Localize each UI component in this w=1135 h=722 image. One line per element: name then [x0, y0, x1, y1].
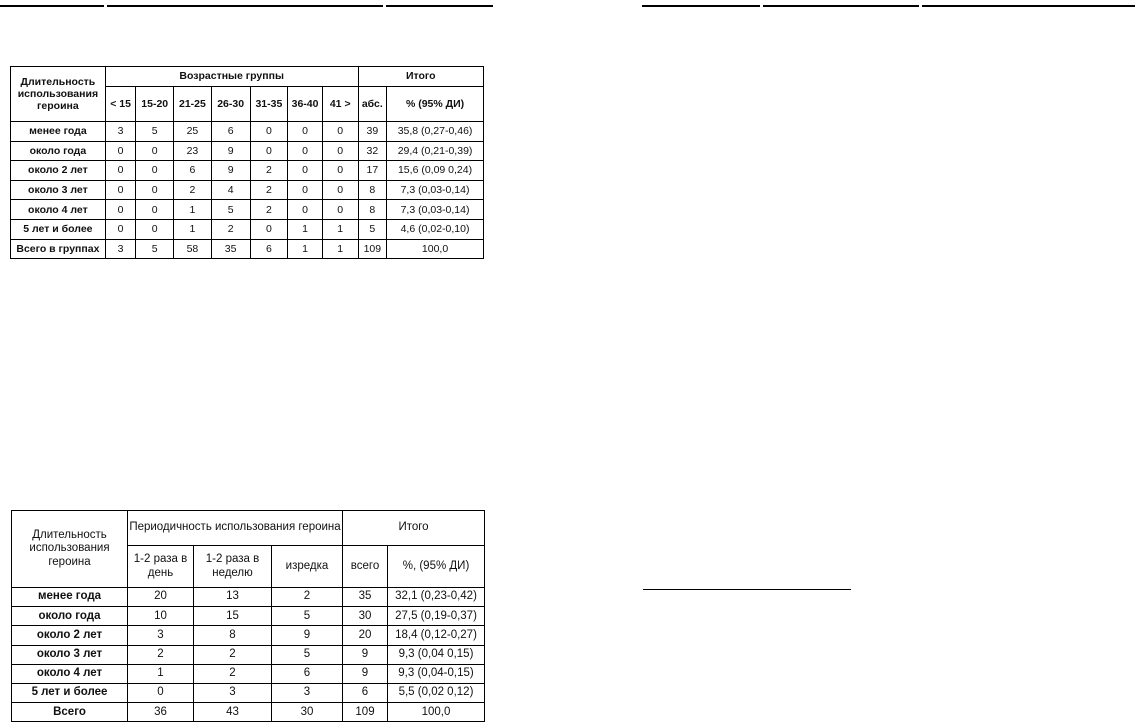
- cell: 32,1 (0,23-0,42): [388, 588, 485, 607]
- cell: 1: [128, 664, 194, 683]
- cell: 9: [211, 141, 250, 161]
- cell: 0: [288, 141, 323, 161]
- cell: 0: [128, 683, 194, 702]
- cell: 3: [194, 683, 272, 702]
- cell: 0: [105, 219, 136, 239]
- left-header-rule-2: [107, 5, 383, 7]
- cell: 9: [343, 645, 388, 664]
- cell: 6: [272, 664, 343, 683]
- age-group-header: 36-40: [288, 87, 323, 122]
- cell: 6: [211, 122, 250, 142]
- cell: 13: [194, 588, 272, 607]
- table-row: [12, 626, 485, 645]
- cell: 18,4 (0,12-0,27): [388, 626, 485, 645]
- table-row: [12, 683, 485, 702]
- cell: 0: [322, 161, 358, 181]
- cell: 9: [211, 161, 250, 181]
- row-label: Всего в группах: [11, 239, 106, 259]
- cell: 2: [128, 645, 194, 664]
- cell: 7,3 (0,03-0,14): [387, 200, 484, 220]
- cell: 35,8 (0,27-0,46): [387, 122, 484, 142]
- cell: 2: [194, 645, 272, 664]
- cell: 0: [288, 200, 323, 220]
- cell: 2: [250, 180, 288, 200]
- cell: 1: [174, 219, 212, 239]
- cell: 32: [358, 141, 387, 161]
- right-header-rule-3: [922, 5, 1135, 7]
- total-count-header: всего: [343, 546, 388, 588]
- cell: 0: [322, 141, 358, 161]
- cell: 2: [250, 161, 288, 181]
- table-row: [12, 703, 485, 722]
- cell: 3: [128, 626, 194, 645]
- table-row: [11, 219, 484, 239]
- cell: 5: [136, 239, 174, 259]
- duration-header: Длительность использования героина: [12, 511, 128, 588]
- row-label: Всего: [12, 703, 128, 722]
- cell: 10: [128, 607, 194, 626]
- duration-header: Длительность использования героина: [11, 67, 106, 122]
- cell: 2: [211, 219, 250, 239]
- age-group-header: 21-25: [174, 87, 212, 122]
- cell: 0: [136, 161, 174, 181]
- cell: 35: [211, 239, 250, 259]
- cell: 8: [358, 200, 387, 220]
- age-group-header: 26-30: [211, 87, 250, 122]
- row-label: 5 лет и более: [11, 219, 106, 239]
- row-label: около года: [12, 607, 128, 626]
- cell: 3: [272, 683, 343, 702]
- cell: 9: [272, 626, 343, 645]
- cell: 9,3 (0,04 0,15): [388, 645, 485, 664]
- cell: 6: [343, 683, 388, 702]
- cell: 5: [136, 122, 174, 142]
- cell: 0: [288, 161, 323, 181]
- cell: 27,5 (0,19-0,37): [388, 607, 485, 626]
- total-header: Итого: [343, 511, 485, 546]
- age-group-table: [10, 66, 484, 259]
- table-row: [12, 607, 485, 626]
- row-label: около 3 лет: [11, 180, 106, 200]
- frequency-header: Периодичность использования героина: [128, 511, 343, 546]
- cell: 5: [272, 645, 343, 664]
- table-row: [11, 122, 484, 142]
- cell: 1: [288, 219, 323, 239]
- cell: 7,3 (0,03-0,14): [387, 180, 484, 200]
- table-row: [12, 588, 485, 607]
- cell: 0: [136, 219, 174, 239]
- cell: 0: [105, 161, 136, 181]
- age-group-header: 41 >: [322, 87, 358, 122]
- cell: 0: [136, 180, 174, 200]
- cell: 0: [322, 200, 358, 220]
- cell: 0: [322, 180, 358, 200]
- cell: 6: [174, 161, 212, 181]
- total-header: Итого: [358, 67, 483, 87]
- cell: 4: [211, 180, 250, 200]
- freq-weekly-header: 1-2 раза в неделю: [194, 546, 272, 588]
- cell: 0: [250, 141, 288, 161]
- cell: 20: [128, 588, 194, 607]
- cell: 58: [174, 239, 212, 259]
- cell: 0: [136, 200, 174, 220]
- left-header-rule-1: [0, 5, 104, 7]
- cell: 0: [105, 200, 136, 220]
- cell: 100,0: [388, 703, 485, 722]
- row-label: около 4 лет: [11, 200, 106, 220]
- cell: 23: [174, 141, 212, 161]
- cell: 109: [343, 703, 388, 722]
- cell: 3: [105, 122, 136, 142]
- age-group-header: 31-35: [250, 87, 288, 122]
- table-row: [11, 239, 484, 259]
- age-group-header: 15-20: [136, 87, 174, 122]
- cell: 1: [174, 200, 212, 220]
- cell: 15: [194, 607, 272, 626]
- cell: 0: [250, 219, 288, 239]
- table-row: [12, 645, 485, 664]
- left-header-rule-3: [386, 5, 493, 7]
- cell: 0: [322, 122, 358, 142]
- row-label: около года: [11, 141, 106, 161]
- cell: 30: [272, 703, 343, 722]
- cell: 17: [358, 161, 387, 181]
- cell: 0: [105, 141, 136, 161]
- cell: 8: [358, 180, 387, 200]
- freq-daily-header: 1-2 раза в день: [128, 546, 194, 588]
- freq-rarely-header: изредка: [272, 546, 343, 588]
- cell: 5: [211, 200, 250, 220]
- row-label: менее года: [11, 122, 106, 142]
- abs-count-header: абс.: [358, 87, 387, 122]
- row-label: менее года: [12, 588, 128, 607]
- cell: 15,6 (0,09 0,24): [387, 161, 484, 181]
- cell: 0: [105, 180, 136, 200]
- cell: 0: [250, 122, 288, 142]
- cell: 20: [343, 626, 388, 645]
- cell: 2: [272, 588, 343, 607]
- table-row: [12, 664, 485, 683]
- age-groups-header: Возрастные группы: [105, 67, 358, 87]
- cell: 2: [194, 664, 272, 683]
- row-label: около 4 лет: [12, 664, 128, 683]
- cell: 2: [250, 200, 288, 220]
- percent-ci-header: % (95% ДИ): [387, 87, 484, 122]
- age-group-header: < 15: [105, 87, 136, 122]
- footnote-rule: [643, 589, 851, 590]
- table-row: [11, 141, 484, 161]
- right-header-rule-2: [763, 5, 919, 7]
- table-row: [11, 180, 484, 200]
- cell: 25: [174, 122, 212, 142]
- table-row: [11, 200, 484, 220]
- cell: 0: [288, 122, 323, 142]
- cell: 3: [105, 239, 136, 259]
- cell: 9,3 (0,04-0,15): [388, 664, 485, 683]
- cell: 109: [358, 239, 387, 259]
- cell: 8: [194, 626, 272, 645]
- cell: 0: [288, 180, 323, 200]
- right-header-rule-1: [642, 5, 760, 7]
- cell: 5: [272, 607, 343, 626]
- cell: 0: [136, 141, 174, 161]
- cell: 6: [250, 239, 288, 259]
- cell: 36: [128, 703, 194, 722]
- cell: 1: [322, 219, 358, 239]
- cell: 39: [358, 122, 387, 142]
- row-label: 5 лет и более: [12, 683, 128, 702]
- cell: 29,4 (0,21-0,39): [387, 141, 484, 161]
- frequency-table: [11, 510, 485, 722]
- percent-ci-header: %, (95% ДИ): [388, 546, 485, 588]
- cell: 100,0: [387, 239, 484, 259]
- cell: 5,5 (0,02 0,12): [388, 683, 485, 702]
- row-label: около 2 лет: [12, 626, 128, 645]
- cell: 30: [343, 607, 388, 626]
- cell: 35: [343, 588, 388, 607]
- cell: 43: [194, 703, 272, 722]
- cell: 2: [174, 180, 212, 200]
- cell: 5: [358, 219, 387, 239]
- table-row: [11, 161, 484, 181]
- row-label: около 2 лет: [11, 161, 106, 181]
- row-label: около 3 лет: [12, 645, 128, 664]
- cell: 9: [343, 664, 388, 683]
- cell: 1: [288, 239, 323, 259]
- cell: 1: [322, 239, 358, 259]
- cell: 4,6 (0,02-0,10): [387, 219, 484, 239]
